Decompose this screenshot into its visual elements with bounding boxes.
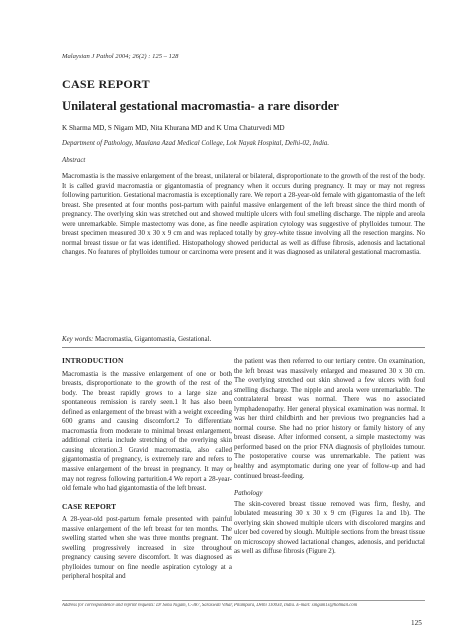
pathology-heading: Pathology <box>234 489 263 498</box>
introduction-heading: INTRODUCTION <box>62 356 124 365</box>
keywords-label: Key words: <box>62 336 94 343</box>
page-number: 125 <box>411 619 422 627</box>
pathology-text: The skin-covered breast tissue removed was firm, fleshy, and lobulated measuring 30 x 30 x 9 cm (Figures 1a and 1b). The overlying skin showed multiple ulcers with discolored margins and ulcer bed covered by slough. Multiple sections from the breast tissue on microscopy showed lactational changes, adenosis, and periductal as well as diffuse fibrosis (Figure 2). <box>234 499 425 556</box>
abstract-heading: Abstract <box>62 157 86 164</box>
left-column <box>62 356 232 590</box>
case-report-continued: the patient was then referred to our tertiary centre. On examination, the left breast was massively enlarged and measured 30 x 30 cm. The overlying stretched out skin showed a few ulcers with foul smelling discharge. The nipple and areola were unremarkable. The contralateral breast was normal. There was no associated lymphadenopathy. Her general physical examination was normal. It was her third childbirth and her previous two pregnancies had a normal course. She had no prior history or family history of any breast disease. After informed consent, a simple mastectomy was performed based on the prior FNA diagnosis of phylloides tumour. The postoperative course was unremarkable. The patient was healthy and asymptomatic during one year of follow-up and had continued breast-feeding. <box>234 357 425 480</box>
footnote-divider <box>62 600 425 601</box>
affiliation: Department of Pathology, Maulana Azad Medical College, Lok Nayak Hospital, Delhi-02, India. <box>62 140 330 147</box>
author-list: K Sharma MD, S Nigam MD, Nita Khurana MD and K Uma Chaturvedi MD <box>62 124 285 132</box>
keywords-list: Macromastia, Gigantomastia, Gestational. <box>93 336 212 343</box>
correspondence-footnote: Address for correspondence and reprint requests: Dr Sonu Nigam, C-387, Saraswati Vihar, Pitampura, Delhi 110034, India. E-mail: singam1s@hotmail.com <box>62 603 358 608</box>
case-report-text: A 28-year-old post-partum female presented with painful massive enlargement of the left breast for ten months. The swelling started when she was three months pregnant. The swelling progressively increased in size throughout pregnancy causing severe discomfort. It was diagnosed as phylloides tumour on fine needle aspiration cytology at a peripheral hospital and <box>62 515 232 581</box>
section-divider <box>62 347 425 348</box>
article-title: Unilateral gestational macromastia- a rare disorder <box>62 99 339 113</box>
case-report-heading: CASE REPORT <box>62 501 117 511</box>
abstract-text: Macromastia is the massive enlargement of the breast, unilateral or bilateral, disproportionate to the growth of the rest of the body. It is called gravid macromastia or gigantomastia of pregnancy when it occurs during pregnancy. It may or may not regress following parturition. Gestational macromastia is exceptionally rare. We report a 28-year-old female with gigantomastia of the left breast. She presented at four months post-partum with painful massive enlargement of the left breast since the third month of pregnancy. The overlying skin was stretched out and showed multiple ulcers with foul smelling discharge. The nipple and areola were unremarkable. Simple mastectomy was done, as fine needle aspiration cytology was suggestive of phylloides tumour. The breast specimen measured 30 x 30 x 9 cm and was replaced totally by grey-white tissue involving all the resection margins. No normal breast tissue or fat was identified. Histopathology showed periductal as well as diffuse fibrosis, adenosis and lactational changes. No features of phylloides tumour or carcinoma were present and it was diagnosed as unilateral gestational macromastia. <box>62 172 425 257</box>
right-column <box>229 357 425 565</box>
introduction-text: Macromastia is the massive enlargement of one or both breasts, disproportionate to the growth of the rest of the body. The breast rapidly grows to a large size and spontaneous remission is rarely seen.1 It has also been defined as enlargement of the breast with a weight exceeding 600 grams and causing discomfort.2 To differentiate macromastia from moderate to minimal breast enlargement, additional criteria include stretching of the overlying skin causing ulceration.3 Gravid macromastia, also called gigantomastia of pregnancy, is extremely rare and refers to massive enlargement of the breast in pregnancy. It may or may not regress following parturition.4 We report a 28-year-old female who had gigantomastia of the left breast. <box>62 369 232 493</box>
journal-citation: Malaysian J Pathol 2004; 26(2) : 125 – 128 <box>62 53 179 60</box>
article-type-label: CASE REPORT <box>62 77 150 91</box>
keywords <box>62 336 425 343</box>
